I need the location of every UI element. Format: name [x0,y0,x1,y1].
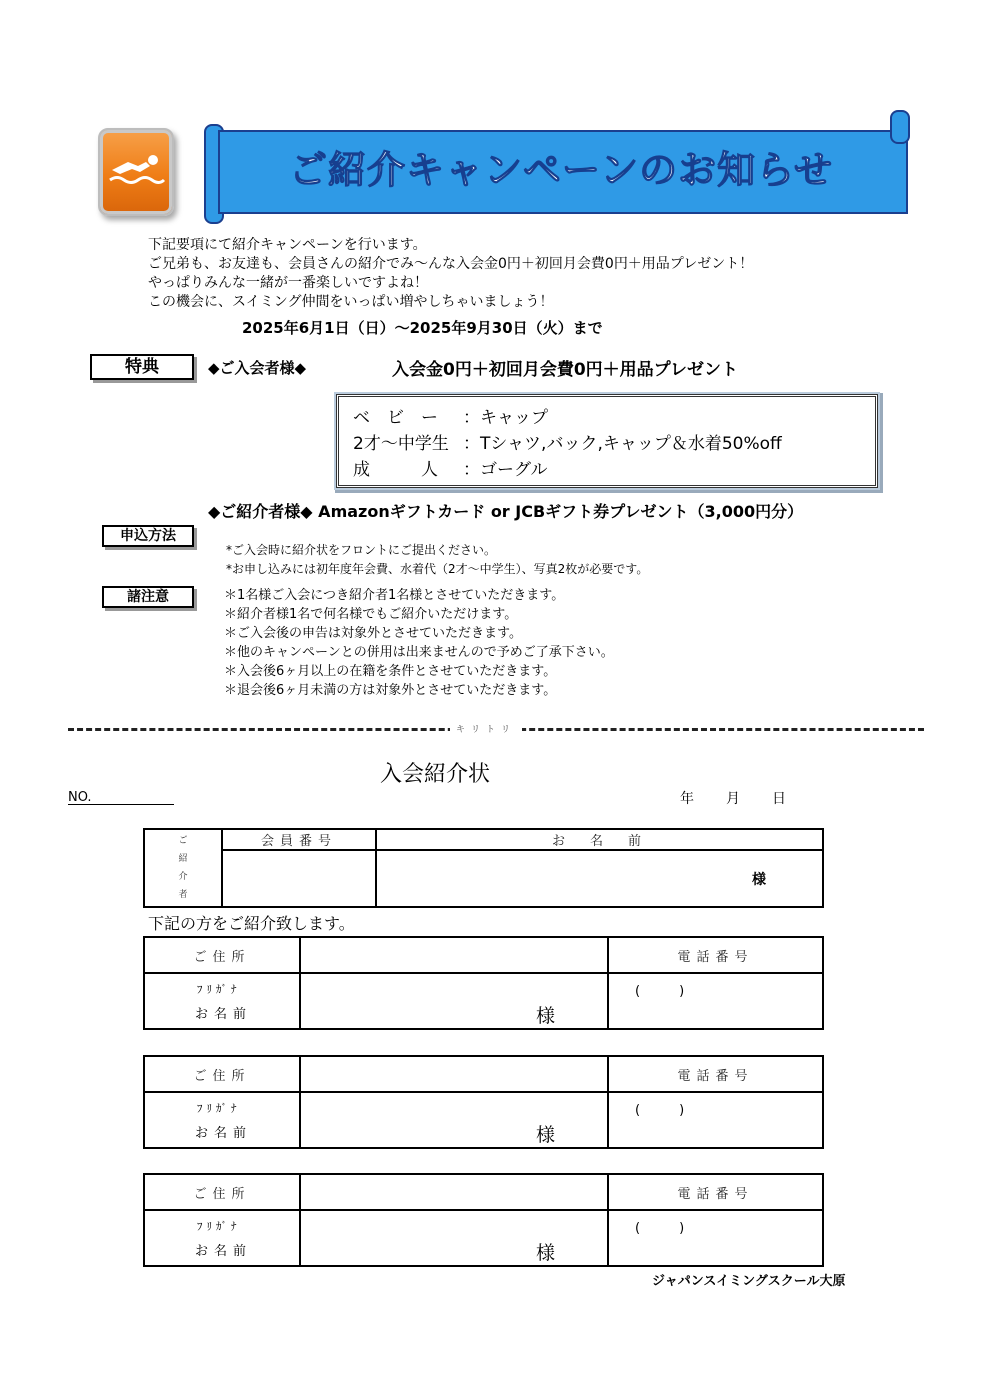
name-label-cell [144,1092,300,1148]
name-field[interactable] [300,1092,608,1148]
address-label: ご住所 [144,1174,300,1210]
application-text [226,541,648,579]
campaign-period: 2025年6月1日（日）〜2025年9月30日（火）まで [242,319,603,337]
intro-line: 下記要項にて紹介キャンペーンを行います。 [148,237,427,253]
phone-field[interactable] [608,973,823,1029]
date-day-label: 日 [772,791,786,807]
vertical-char: ご [178,836,188,846]
gift-who: 成 人 [353,460,438,480]
application-line: *ご入会時に紹介状をフロントにご提出ください。 [226,543,497,557]
name-field[interactable] [300,1210,608,1266]
gift-item: ：ゴーグル [463,460,548,480]
intro-line: この機会に、スイミング仲間をいっぱい増やしちゃいましょう！ [148,294,554,310]
phone-paren: ( ) [635,1103,685,1118]
date-year-label: 年 [680,791,694,807]
note-line: ＊退会後6ヶ月未満の方は対象外とさせていただきます。 [224,683,557,698]
page-title: ご紹介キャンペーンのお知らせ [288,148,834,192]
note-line: ＊紹介者様1名で何名様でもご紹介いただけます。 [224,607,518,622]
phone-label: 電話番号 [608,1056,823,1092]
friend-table [143,1055,824,1149]
gift-row [353,403,548,428]
note-line: ＊ご入会後の申告は対象外とさせていただきます。 [224,626,522,641]
notes-text [224,586,614,700]
phone-label: 電話番号 [608,1174,823,1210]
intro-line: ご兄弟も、お友達も、会員さんの紹介でみ〜んな入会金0円＋初回月会費0円＋用品プレゼント！ [148,256,754,272]
referrer-vertical-label [144,829,222,907]
referrer-benefit: ◆ご紹介者様◆ Amazonギフトカード or JCBギフト券プレゼント（3,000円分） [208,502,804,521]
vertical-char: 紹 [178,854,188,864]
benefits-label: 特典 [90,354,194,380]
furigana-label: ﾌﾘｶﾞﾅ [197,982,241,996]
form-date [680,788,818,808]
gift-who: ベ ビ ー [353,408,438,428]
address-field[interactable] [300,937,608,973]
honorific: 様 [752,871,766,888]
honorific: 様 [535,1242,555,1264]
vertical-char: 介 [178,872,188,882]
gift-row [353,455,548,480]
phone-label: 電話番号 [608,937,823,973]
gift-item: ：キャップ [463,408,548,428]
name-field[interactable] [300,973,608,1029]
note-line: ＊入会後6ヶ月以上の在籍を条件とさせていただきます。 [224,664,557,679]
address-label: ご住所 [144,937,300,973]
honorific: 様 [535,1005,555,1027]
note-line: ＊他のキャンペーンとの併用は出来ませんので予めご了承下さい。 [224,645,614,660]
date-month-label: 月 [726,791,740,807]
name-label-cell [144,1210,300,1266]
person-name-label: お名前 [195,1125,253,1141]
phone-paren: ( ) [635,1221,685,1236]
school-name: ジャパンスイミングスクール大原 [652,1274,846,1289]
name-label-cell [144,973,300,1029]
honorific: 様 [535,1124,555,1146]
gift-who: 2才〜中学生 [353,434,449,454]
member-number-header: 会員番号 [222,829,376,850]
furigana-label: ﾌﾘｶﾞﾅ [197,1219,241,1233]
application-label: 申込方法 [102,525,194,547]
swimmer-icon [98,128,174,216]
form-title: 入会紹介状 [380,762,491,787]
address-field[interactable] [300,1174,608,1210]
referrer-name-field[interactable] [376,850,823,907]
address-field[interactable] [300,1056,608,1092]
friend-table [143,1173,824,1267]
referrer-table [143,828,824,908]
notes-label: 諸注意 [102,586,194,608]
friend-table [143,936,824,1030]
member-number-field[interactable] [222,850,376,907]
person-name-label: お名前 [195,1006,253,1022]
vertical-char: 者 [178,890,188,900]
cut-label: キリトリ [450,722,522,735]
form-number-label: NO. [68,790,92,805]
phone-field[interactable] [608,1210,823,1266]
gift-item: ：Tシャツ,バック,キャップ＆水着50%off [463,434,782,454]
person-name-label: お名前 [195,1243,253,1259]
intro-line: やっぱりみんな一緒が一番楽しいですよね！ [148,275,428,291]
referrer-name-header: お 名 前 [376,829,823,850]
furigana-label: ﾌﾘｶﾞﾅ [197,1101,241,1115]
form-number-field[interactable] [68,804,174,805]
new-member-heading: ◆ご入会者様◆ [208,359,307,377]
address-label: ご住所 [144,1056,300,1092]
gift-row [353,429,782,454]
phone-field[interactable] [608,1092,823,1148]
note-line: ＊1名様ご入会につき紹介者1名様とさせていただきます。 [224,588,565,603]
new-member-benefit: 入会金0円＋初回月会費0円＋用品プレゼント [392,360,738,380]
gift-box [336,394,878,488]
intro-text [148,236,753,312]
phone-paren: ( ) [635,984,685,999]
application-line: *お申し込みには初年度年会費、水着代（2才〜中学生）、写真2枚が必要です。 [226,562,649,576]
referral-intro: 下記の方をご紹介致します。 [148,914,355,933]
